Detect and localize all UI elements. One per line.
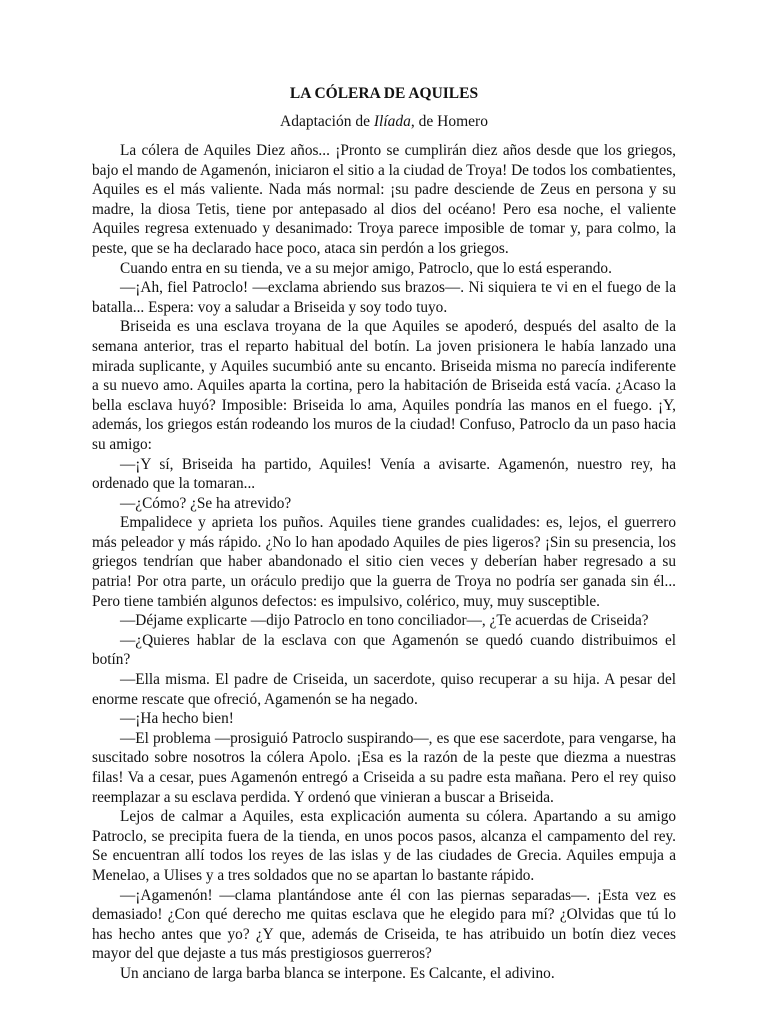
subtitle-suffix: , de Homero xyxy=(410,113,488,130)
paragraph: Lejos de calmar a Aquiles, esta explicación aumenta su cólera. Apartando a su amigo Patroclo, se precipita fuera de la tienda, en unos pocos pasos, alcanza el campamento del rey. Se encuentran allí todos los reyes de las islas y de las ciudades de Grecia. Aquiles empuja a Menelao, a Ulises y a tres soldados que no se apartan lo bastante rápido. xyxy=(92,808,676,884)
subtitle-prefix: Adaptación de xyxy=(280,113,374,130)
paragraph: —¡Ah, fiel Patroclo! —exclama abriendo sus brazos—. Ni siquiera te vi en el fuego de la batalla... Espera: voy a saludar a Briseida y soy todo tuyo. xyxy=(92,279,676,316)
paragraph: —¿Quieres hablar de la esclava con que Agamenón se quedó cuando distribuimos el botín? xyxy=(92,631,676,669)
paragraph: Un anciano de larga barba blanca se interpone. Es Calcante, el adivino. xyxy=(120,964,555,982)
document-page xyxy=(92,84,676,984)
paragraph: Briseida es una esclava troyana de la que Aquiles se apoderó, después del asalto de la semana anterior, tras el reparto habitual del botín. La joven prisionera le había lanzado una mirada suplicante, y Aquiles sucumbió ante su encanto. Briseida misma no parecía indiferente a su nuevo amo. Aquiles aparta la cortina, pero la habitación de Briseida está vacía. ¿Acaso la bella esclava huyó? Imposible: Briseida lo ama, Aquiles pondría las manos en el fuego. ¡Y, además, los griegos están rodeando los muros de la ciudad! Confuso, Patroclo da un paso hacia su amigo: xyxy=(92,318,676,453)
paragraph: Empalidece y aprieta los puños. Aquiles tiene grandes cualidades: es, lejos, el guerrero más peleador y más rápido. ¿No lo han apodado Aquiles de pies ligeros? ¡Sin su presencia, los griegos tendrían que haber abandonado el sitio cien veces y deberían haber regresado a su patria! Por otra parte, un oráculo predijo que la guerra de Troya no podría ser ganada sin él... Pero tiene también algunos defectos: es impulsivo, colérico, muy, muy susceptible. xyxy=(92,514,676,610)
paragraph: —Ella misma. El padre de Criseida, un sacerdote, quiso recuperar a su hija. A pesar del enorme rescate que ofreció, Agamenón se ha negado. xyxy=(92,671,676,708)
document-title: LA CÓLERA DE AQUILES xyxy=(289,85,479,102)
paragraph: —¡Y sí, Briseida ha partido, Aquiles! Venía a avisarte. Agamenón, nuestro rey, ha ordenado que la tomaran... xyxy=(92,455,676,493)
paragraph: La cólera de Aquiles Diez años... ¡Pronto se cumplirán diez años desde que los griegos, bajo el mando de Agamenón, iniciaron el sitio a la ciudad de Troya! De todos los combatientes, Aquiles es el más valiente. Nada más normal: ¡su padre desciende de Zeus en persona y su madre, la diosa Tetis, tiene por antepasado al dios del océano! Pero esa noche, el valiente Aquiles regresa extenuado y desanimado: Troya parece imposible de tomar y, para colmo, la peste, que se ha declarado hace poco, ataca sin perdón a los griegos. xyxy=(92,142,676,257)
paragraph: —¡Agamenón! —clama plantándose ante él con las piernas separadas—. ¡Esta vez es demasiado! ¿Con qué derecho me quitas esclava que he elegido para mí? ¿Olvidas que tú lo has hecho antes que yo? ¿Y que, además de Criseida, te has atribuido un botín diez veces mayor del que dejaste a tus más prestigiosos guerreros? xyxy=(92,886,676,963)
subtitle-work: Ilíada xyxy=(373,113,411,130)
document-subtitle xyxy=(92,112,676,132)
paragraph: —¿Cómo? ¿Se ha atrevido? xyxy=(120,494,292,512)
paragraph: —Déjame explicarte —dijo Patroclo en tono conciliador—, ¿Te acuerdas de Criseida? xyxy=(120,612,649,630)
paragraph: Cuando entra en su tienda, ve a su mejor amigo, Patroclo, que lo está esperando. xyxy=(120,259,612,277)
paragraph: —El problema —prosiguió Patroclo suspirando—, es que ese sacerdote, para vengarse, ha suscitado sobre nosotros la cólera Apolo. ¡Esa es la razón de la peste que diezma a nuestras filas! Va a cesar, pues Agamenón entregó a Criseida a su padre esta mañana. Pero el rey quiso reemplazar a su esclava perdida. Y ordenó que vinieran a buscar a Briseida. xyxy=(92,729,676,806)
paragraph: —¡Ha hecho bien! xyxy=(120,710,234,728)
